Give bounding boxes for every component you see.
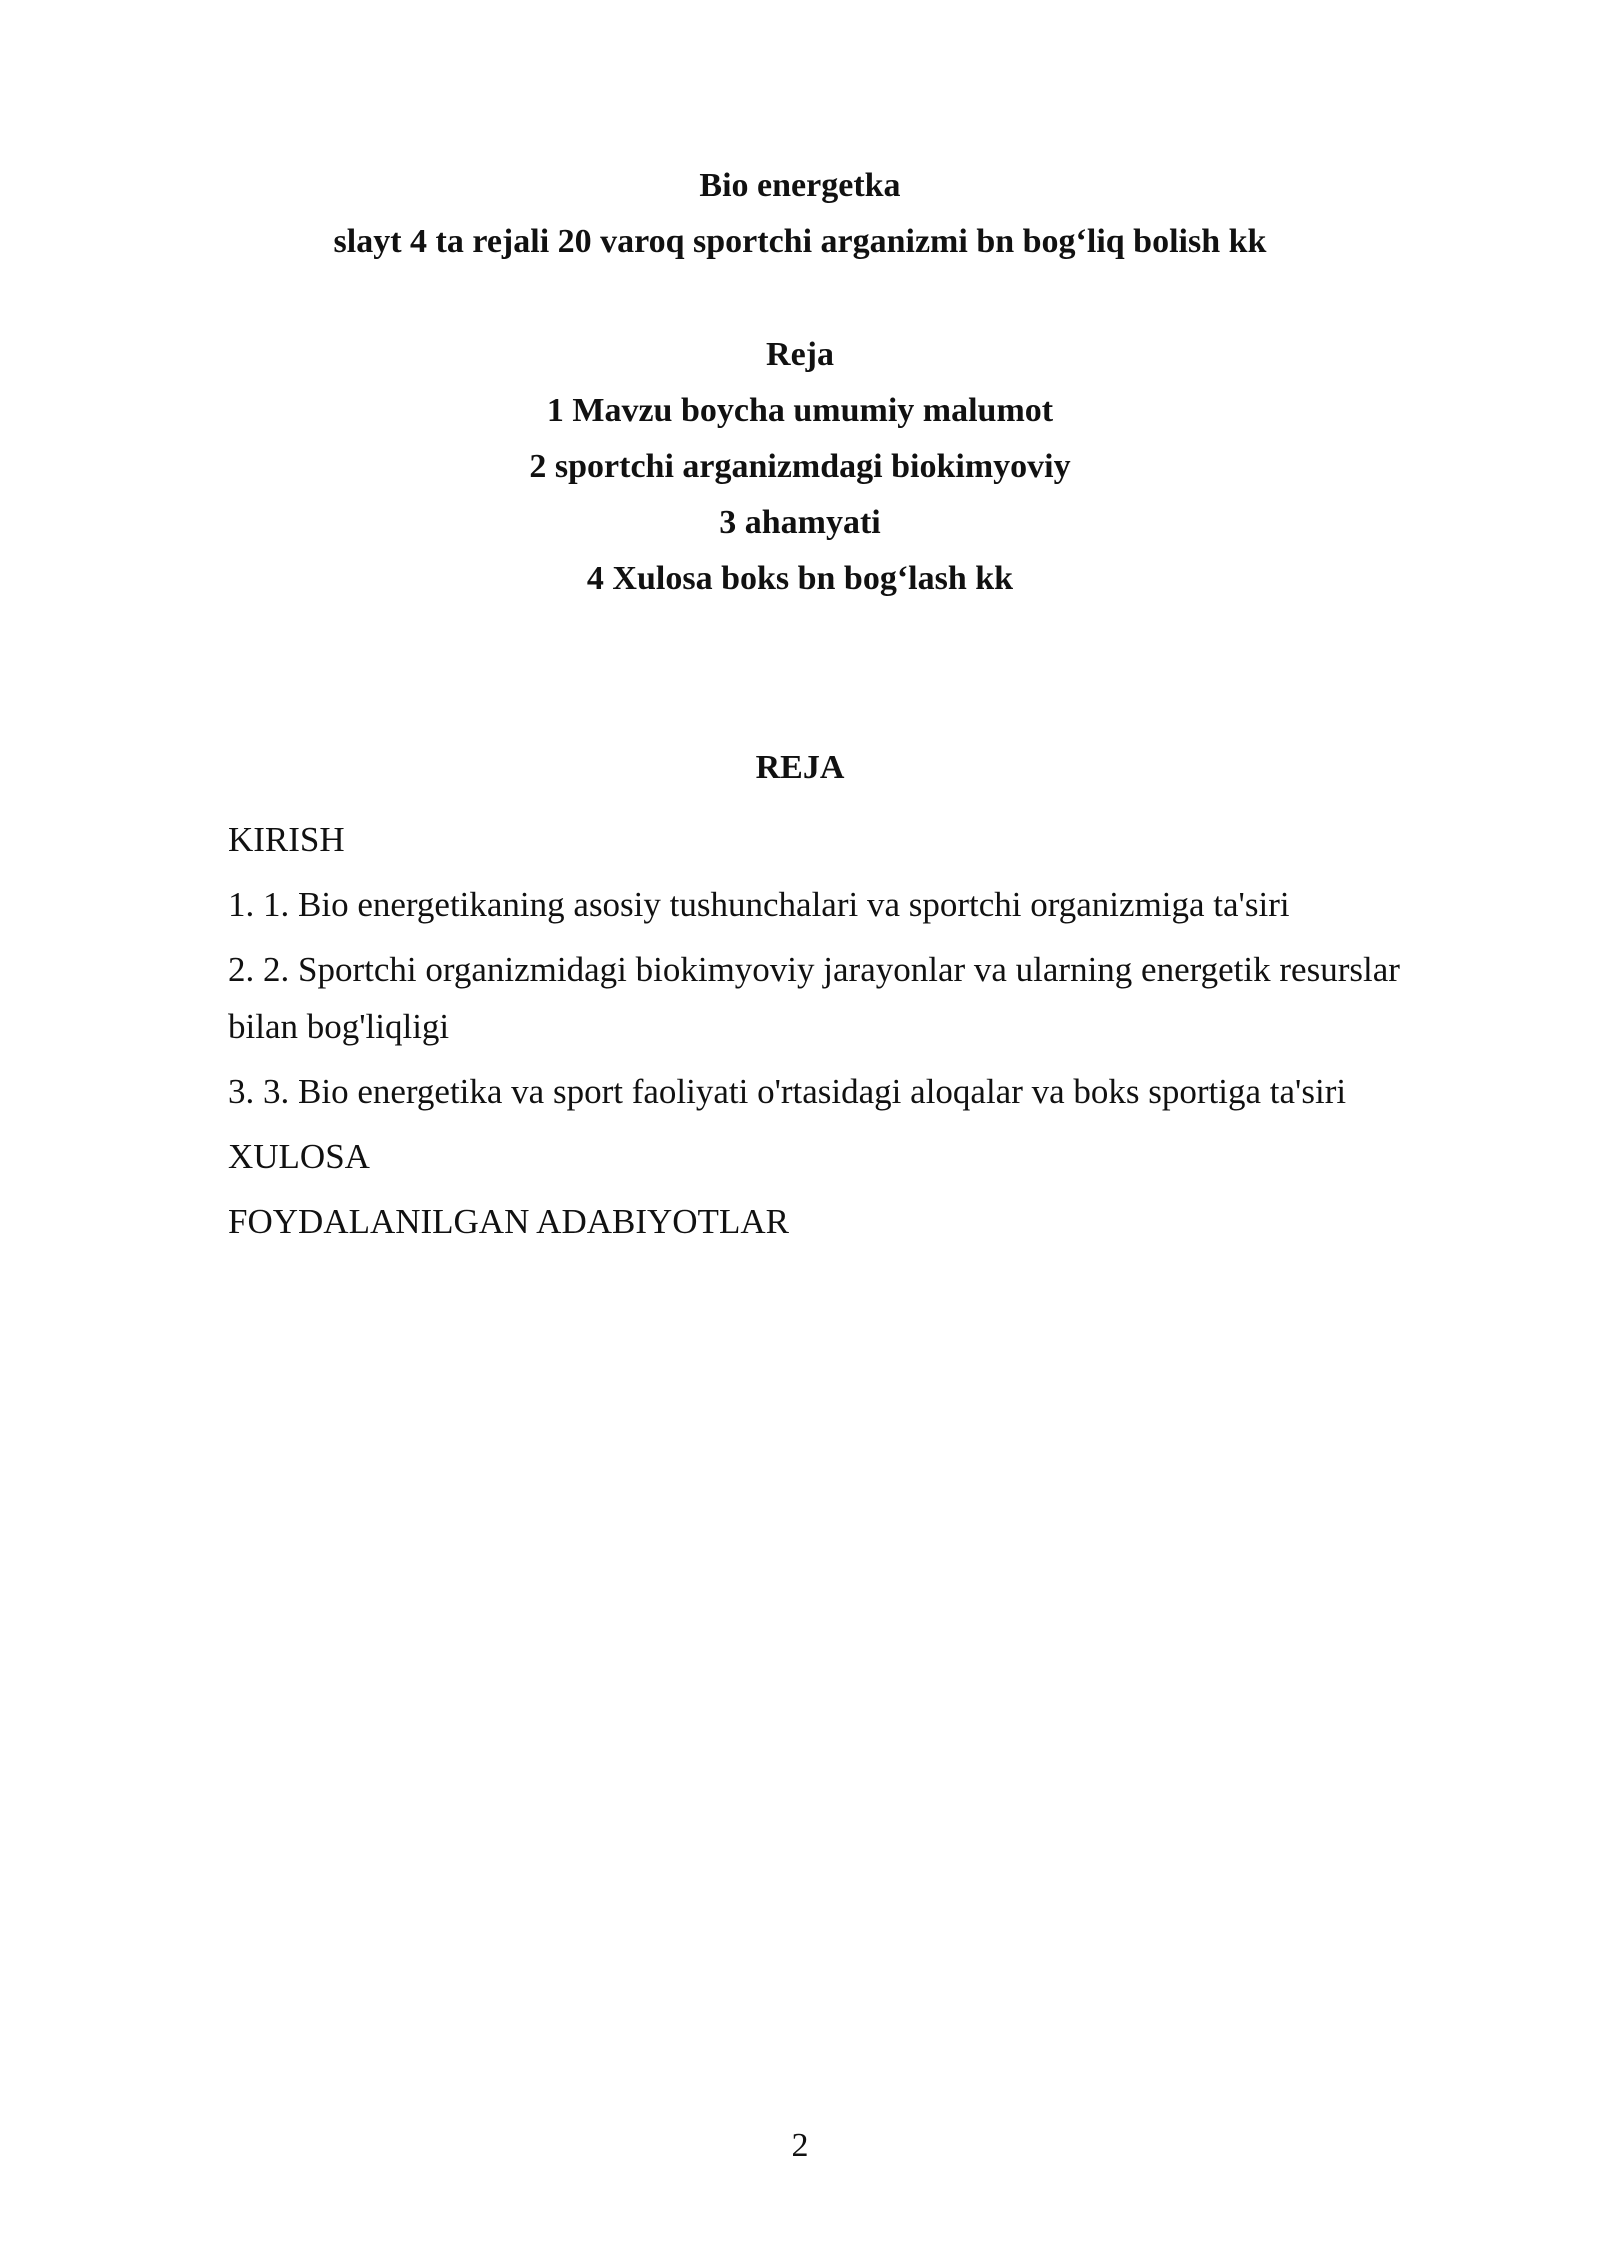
document-subtitle: slayt 4 ta rejali 20 varoq sportchi arganizmi bn bog‘liq bolish kk	[333, 223, 1267, 260]
toc-conclusion: XULOSA	[228, 1137, 370, 1176]
plan-item: 4 Xulosa boks bn bog‘lash kk	[586, 560, 1014, 597]
plan-block	[0, 327, 1600, 607]
contents-heading: REJA	[755, 749, 845, 786]
toc-intro: KIRISH	[228, 820, 345, 859]
toc-references: FOYDALANILGAN ADABIYOTLAR	[228, 1202, 789, 1241]
toc-item: 3. 3. Bio energetika va sport faoliyati o'rtasidagi aloqalar va boks sportiga ta'siri	[228, 1072, 1347, 1111]
page-number: 2	[791, 2127, 809, 2164]
toc-item: 1. 1. Bio energetikaning asosiy tushunchalari va sportchi organizmiga ta'siri	[228, 885, 1290, 924]
plan-heading: Reja	[766, 336, 834, 373]
plan-item: 1 Mavzu boycha umumiy malumot	[546, 392, 1054, 429]
plan-item: 3 ahamyati	[719, 504, 881, 541]
document-title: Bio energetka	[699, 167, 901, 204]
toc-item: 2. 2. Sportchi organizmidagi biokimyoviy jarayonlar va ularning energetik resurslar bilan bog'liqligi	[228, 950, 1400, 1046]
plan-item: 2 sportchi arganizmdagi biokimyoviy	[529, 448, 1071, 485]
table-of-contents	[228, 811, 1458, 1258]
header-block	[0, 158, 1600, 270]
